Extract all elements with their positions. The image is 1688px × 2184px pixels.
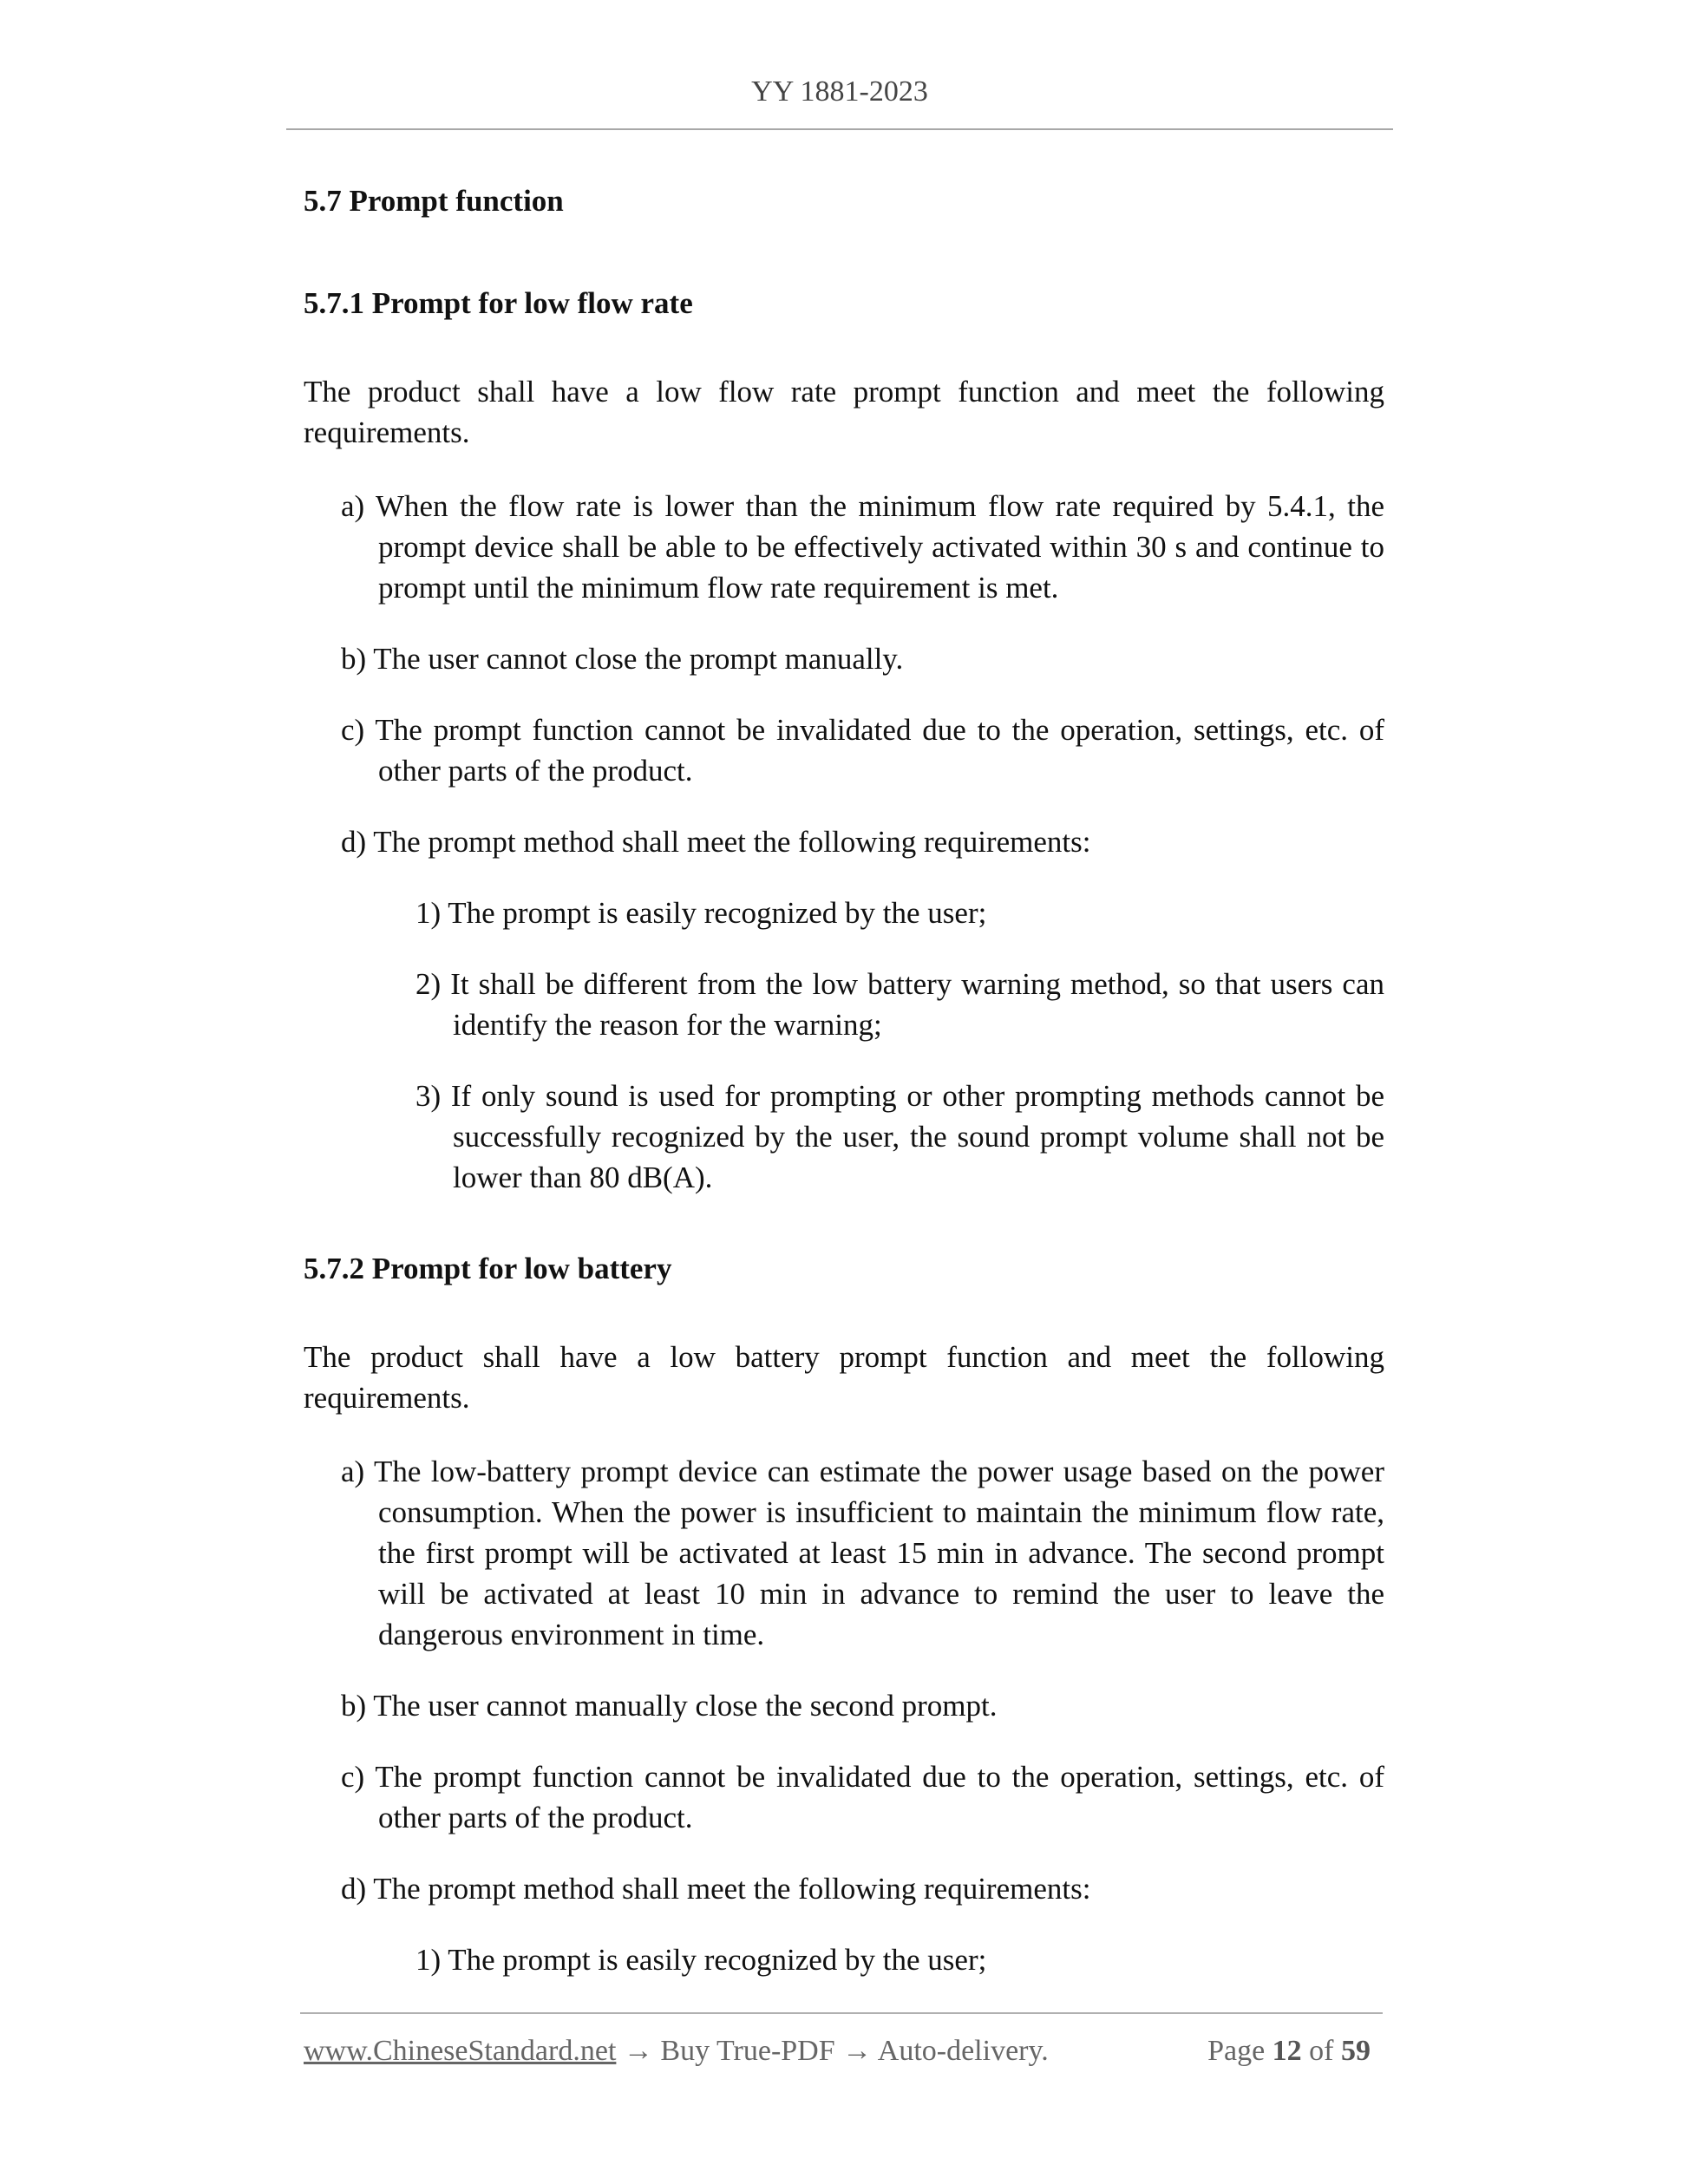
page-label: Page	[1207, 2035, 1266, 2067]
low-flow-item-c: c) The prompt function cannot be invalidated due to the operation, settings, etc. of other parts of the product.	[341, 713, 1384, 788]
auto-delivery-text: Auto-delivery.	[877, 2035, 1049, 2067]
low-battery-item-a: a) The low-battery prompt device can estimate the power usage based on the power consumption. When the power is insufficient to maintain the minimum flow rate, the first prompt will be activated at least 15 min in advance. The second prompt will be activated at least 10 min in advance to remind the user to leave the dangerous environment in time.	[341, 1455, 1384, 1651]
buy-true-pdf-text: Buy True-PDF	[660, 2035, 835, 2067]
page-indicator	[1207, 2033, 1371, 2070]
low-flow-subitem-1: 1) The prompt is easily recognized by the user;	[415, 896, 987, 930]
low-flow-subitem-3: 3) If only sound is used for prompting or other prompting methods cannot be successfully recognized by the user, the sound prompt volume shall not be lower than 80 dB(A).	[415, 1079, 1384, 1194]
low-battery-item-d: d) The prompt method shall meet the following requirements:	[341, 1872, 1091, 1906]
low-flow-intro: The product shall have a low flow rate prompt function and meet the following requirements.	[304, 375, 1384, 449]
header-divider	[286, 128, 1393, 130]
arrow-icon: →	[623, 2035, 653, 2067]
low-flow-subitem-2: 2) It shall be different from the low battery warning method, so that users can identify the reason for the warning;	[415, 967, 1384, 1042]
low-battery-intro: The product shall have a low battery prompt function and meet the following requirements.	[304, 1340, 1384, 1415]
page-number: 12	[1272, 2035, 1302, 2067]
total-pages: 59	[1341, 2035, 1371, 2067]
low-flow-item-b: b) The user cannot close the prompt manually.	[341, 642, 904, 676]
arrow-icon: →	[842, 2035, 873, 2067]
subsection-heading-low-battery: 5.7.2 Prompt for low battery	[304, 1252, 672, 1285]
page-footer	[304, 2033, 1371, 2070]
subsection-heading-low-flow: 5.7.1 Prompt for low flow rate	[304, 286, 693, 320]
page-content	[304, 173, 1384, 1980]
footer-divider	[300, 2012, 1383, 2014]
low-flow-item-d: d) The prompt method shall meet the following requirements:	[341, 825, 1091, 859]
low-flow-item-a: a) When the flow rate is lower than the minimum flow rate required by 5.4.1, the prompt device shall be able to be effectively activated within 30 s and continue to prompt until the minimum flow rate requirement is met.	[341, 489, 1384, 605]
low-battery-item-b: b) The user cannot manually close the second prompt.	[341, 1689, 998, 1723]
of-label: of	[1309, 2035, 1334, 2067]
website-link[interactable]: www.ChineseStandard.net	[304, 2035, 617, 2067]
low-battery-subitem-1: 1) The prompt is easily recognized by the user;	[415, 1943, 987, 1977]
section-heading: 5.7 Prompt function	[304, 184, 564, 218]
low-battery-item-c: c) The prompt function cannot be invalidated due to the operation, settings, etc. of other parts of the product.	[341, 1760, 1384, 1834]
document-code-header: YY 1881-2023	[751, 75, 928, 108]
